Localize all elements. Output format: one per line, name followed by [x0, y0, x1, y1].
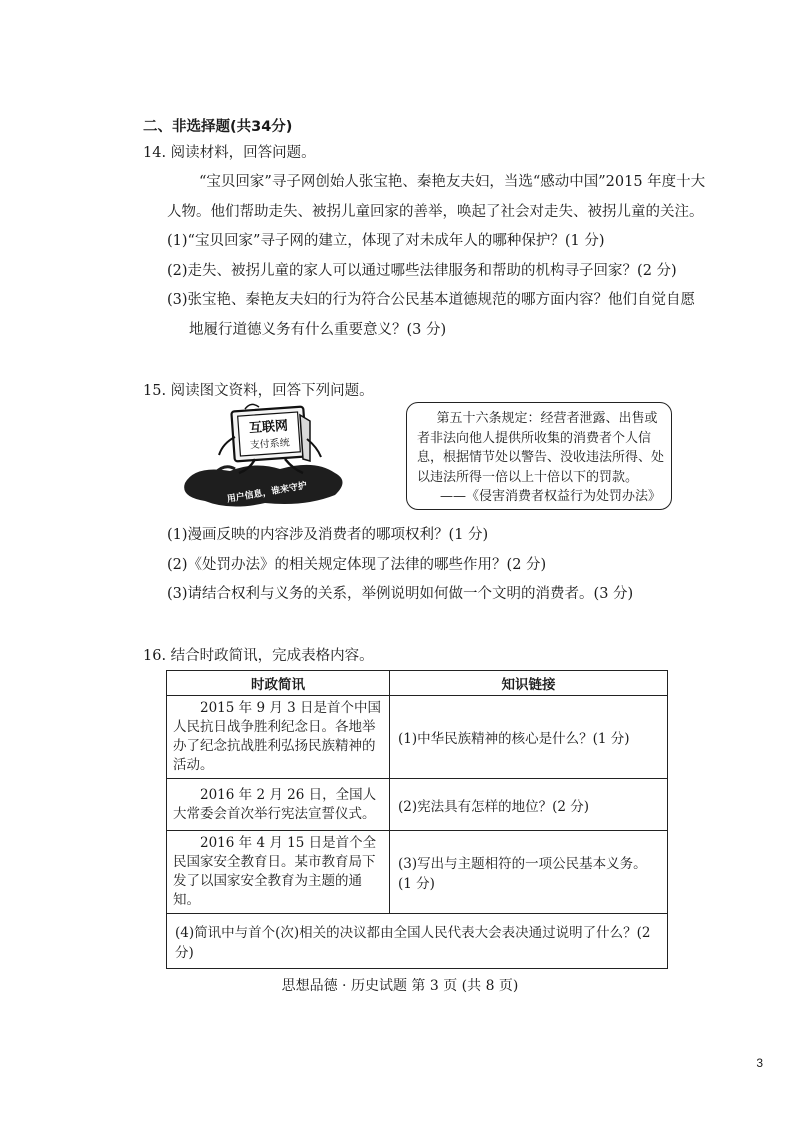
q14-sub2: (2)走失、被拐儿童的家人可以通过哪些法律服务和帮助的机构寻子回家？(2 分) [167, 263, 677, 279]
q15-sub3: (3)请结合权利与义务的关系，举例说明如何做一个文明的消费者。(3 分) [167, 586, 634, 602]
news-cell: 2015 年 9 月 3 日是首个中国人民抗日战争胜利纪念日。各地举办了纪念抗战胜利弘扬民族精神的活动。 [173, 700, 381, 773]
table-header-link: 知识链接 [390, 671, 668, 696]
law-line-1: 第五十六条规定：经营者泄露、出售或 [436, 411, 658, 426]
link-cell: (2)宪法具有怎样的地位？(2 分) [390, 779, 668, 831]
cartoon-puddle-text: 用户信息，谁来守护 [226, 481, 308, 505]
news-cell: 2016 年 4 月 15 日是首个全民国家安全教育日。某市教育局下发了以国家安全教育为主题的通知。 [173, 835, 377, 908]
table-final-row [167, 914, 668, 969]
q14-stem: 14. 阅读材料，回答问题。 [143, 145, 316, 161]
q14-sub3-line1: (3)张宝艳、秦艳友夫妇的行为符合公民基本道德规范的哪方面内容？他们自觉自愿 [167, 292, 696, 308]
news-cell: 2016 年 2 月 26 日，全国人大常委会首次举行宪法宣誓仪式。 [173, 786, 377, 822]
q14-material-line1: “宝贝回家”寻子网创始人张宝艳、秦艳友夫妇，当选“感动中国”2015 年度十大 [199, 174, 706, 190]
table-header-row [167, 671, 668, 696]
law-line-4: 以违法所得一倍以上十倍以下的罚款。 [417, 469, 639, 485]
table-row [167, 831, 668, 914]
q15-stem: 15. 阅读图文资料，回答下列问题。 [143, 383, 374, 399]
law-line-2: 者非法向他人提供所收集的消费者个人信 [417, 430, 652, 446]
page-footer: 思想品德 · 历史试题 第 3 页 (共 8 页) [281, 978, 519, 994]
q15-sub2: (2)《处罚办法》的相关规定体现了法律的哪些作用？(2 分) [167, 557, 547, 573]
q14-material-line2: 人物。他们帮助走失、被拐儿童回家的善举，唤起了社会对走失、被拐儿童的关注。 [167, 204, 704, 220]
table-header-news: 时政简讯 [167, 671, 390, 696]
cartoon-screen-subtitle: 支付系统 [249, 437, 291, 452]
news-table [166, 670, 668, 969]
link-cell: (3)写出与主题相符的一项公民基本义务。(1 分) [390, 831, 668, 914]
link-cell: (1)中华民族精神的核心是什么？(1 分) [390, 696, 668, 779]
q16-stem: 16. 结合时政简讯，完成表格内容。 [143, 648, 374, 664]
cartoon-illustration [175, 403, 375, 515]
final-question-cell: (4)简讯中与首个(次)相关的决议都由全国人民代表大会表决通过说明了什么？(2 分) [167, 914, 668, 969]
page-number: 3 [756, 1056, 763, 1070]
cartoon-drawing [175, 403, 375, 515]
table-row [167, 779, 668, 831]
section-title: 二、非选择题(共34分) [143, 119, 293, 135]
law-excerpt-box [406, 402, 672, 510]
law-source: ——《侵害消费者权益行为处罚办法》 [439, 489, 661, 504]
q14-sub3-line2: 地履行道德义务有什么重要意义？(3 分) [189, 322, 447, 338]
q15-sub1: (1)漫画反映的内容涉及消费者的哪项权利？(1 分) [167, 527, 489, 543]
table-row [167, 696, 668, 779]
cartoon-screen-title: 互联网 [248, 418, 289, 437]
q14-sub1: (1)“宝贝回家”寻子网的建立，体现了对未成年人的哪种保护？(1 分) [167, 233, 605, 249]
law-line-3: 息，根据情节处以警告、没收违法所得、处 [417, 450, 665, 465]
